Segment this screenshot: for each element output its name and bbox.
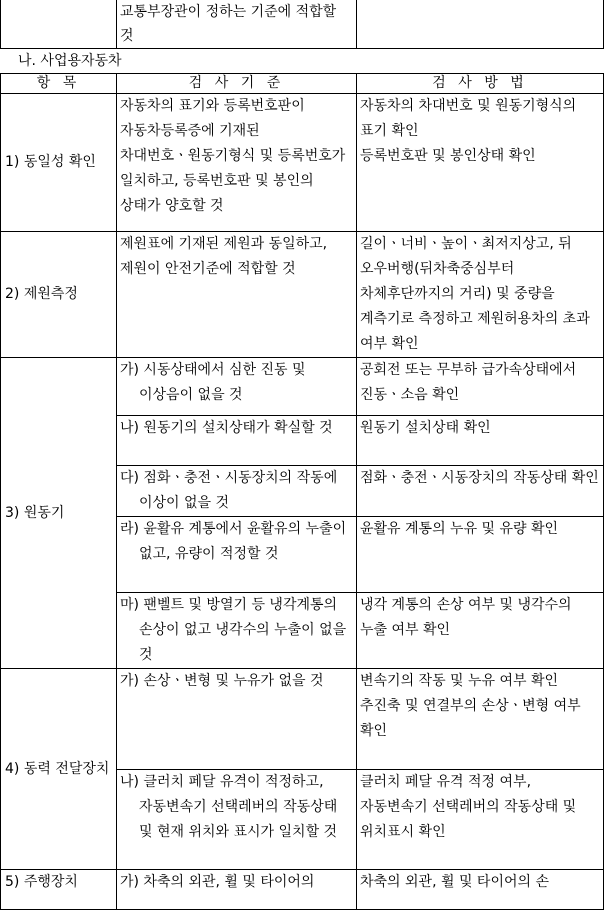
method-line: 자동차의 차대번호 및 원동기형식의 표기 확인 — [360, 98, 577, 139]
item-cell: 1) 동일성 확인 — [1, 94, 117, 232]
method-cell — [357, 669, 604, 770]
criteria-cell: 다) 점화ㆍ충전ㆍ시동장치의 작동에 이상이 없을 것 — [117, 466, 357, 517]
header-item: 항 목 — [1, 74, 117, 94]
continued-row — [1, 0, 604, 49]
criteria-cell: 나) 원동기의 설치상태가 확실할 것 — [117, 416, 357, 466]
method-cell: 공회전 또는 무부하 급가속상태에서 진동ㆍ소음 확인 — [357, 358, 604, 416]
continued-table — [0, 0, 604, 49]
item-cell: 3) 원동기 — [1, 358, 117, 669]
criteria-cell: 가) 시동상태에서 심한 진동 및 이상음이 없을 것 — [117, 358, 357, 416]
criteria-cell: 자동차의 표기와 등록번호판이 자동차등록증에 기재된 차대번호ㆍ원동기형식 및 등록번호가 일치하고, 등록번호판 및 봉인의 상태가 양호할 것 — [117, 94, 357, 232]
table-row — [1, 94, 604, 232]
method-cell: 길이ㆍ너비ㆍ높이ㆍ최저지상고, 뒤 오우버행(뒤차축중심부터 차체후단까지의 거리) 및 중량을 계측기로 측정하고 제원허용차의 초과 여부 확인 — [357, 232, 604, 358]
method-line: 변속기의 작동 및 누유 여부 확인 — [360, 673, 559, 689]
criteria-cell: 나) 클러치 페달 유격이 적정하고, 자동변속기 선택레버의 작동상태 및 현재 위치와 표시가 일치할 것 — [117, 770, 357, 870]
criteria-cell: 가) 손상ㆍ변형 및 누유가 없을 것 — [117, 669, 357, 770]
item-cell: 5) 주행장치 — [1, 870, 117, 910]
section-title: 나. 사업용자동차 — [18, 53, 122, 69]
criteria-cell: 제원표에 기재된 제원과 동일하고, 제원이 안전기준에 적합할 것 — [117, 232, 357, 358]
header-method: 검 사 방 법 — [357, 74, 604, 94]
continued-item-cell — [1, 0, 117, 49]
table-row — [1, 232, 604, 358]
method-cell: 차축의 외관, 휠 및 타이어의 손 — [357, 870, 604, 910]
method-cell: 윤활유 계통의 누유 및 유량 확인 — [357, 517, 604, 593]
criteria-cell: 마) 팬벨트 및 방열기 등 냉각계통의 손상이 없고 냉각수의 누출이 없을 것 — [117, 593, 357, 669]
table-row — [1, 358, 604, 416]
method-cell: 점화ㆍ충전ㆍ시동장치의 작동상태 확인 — [357, 466, 604, 517]
method-cell: 냉각 계통의 손상 여부 및 냉각수의 누출 여부 확인 — [357, 593, 604, 669]
continued-method-cell — [357, 0, 604, 49]
inspection-table — [0, 73, 604, 910]
table-row — [1, 870, 604, 910]
method-line: 등록번호판 및 봉인상태 확인 — [360, 148, 536, 164]
criteria-cell: 라) 윤활유 계통에서 윤활유의 누출이 없고, 유량이 적정할 것 — [117, 517, 357, 593]
method-cell — [357, 94, 604, 232]
method-cell: 원동기 설치상태 확인 — [357, 416, 604, 466]
method-line: 추진축 및 연결부의 손상ㆍ변형 여부 확인 — [360, 698, 581, 739]
header-row — [1, 74, 604, 94]
method-cell: 클러치 페달 유격 적정 여부, 자동변속기 선택레버의 작동상태 및 위치표시 확인 — [357, 770, 604, 870]
table-row — [1, 669, 604, 770]
criteria-cell: 가) 차축의 외관, 휠 및 타이어의 — [117, 870, 357, 910]
item-cell: 4) 동력 전달장치 — [1, 669, 117, 870]
header-criteria: 검 사 기 준 — [117, 74, 357, 94]
continued-criteria-cell: 교통부장관이 정하는 기준에 적합할 것 — [117, 0, 357, 49]
item-cell: 2) 제원측정 — [1, 232, 117, 358]
